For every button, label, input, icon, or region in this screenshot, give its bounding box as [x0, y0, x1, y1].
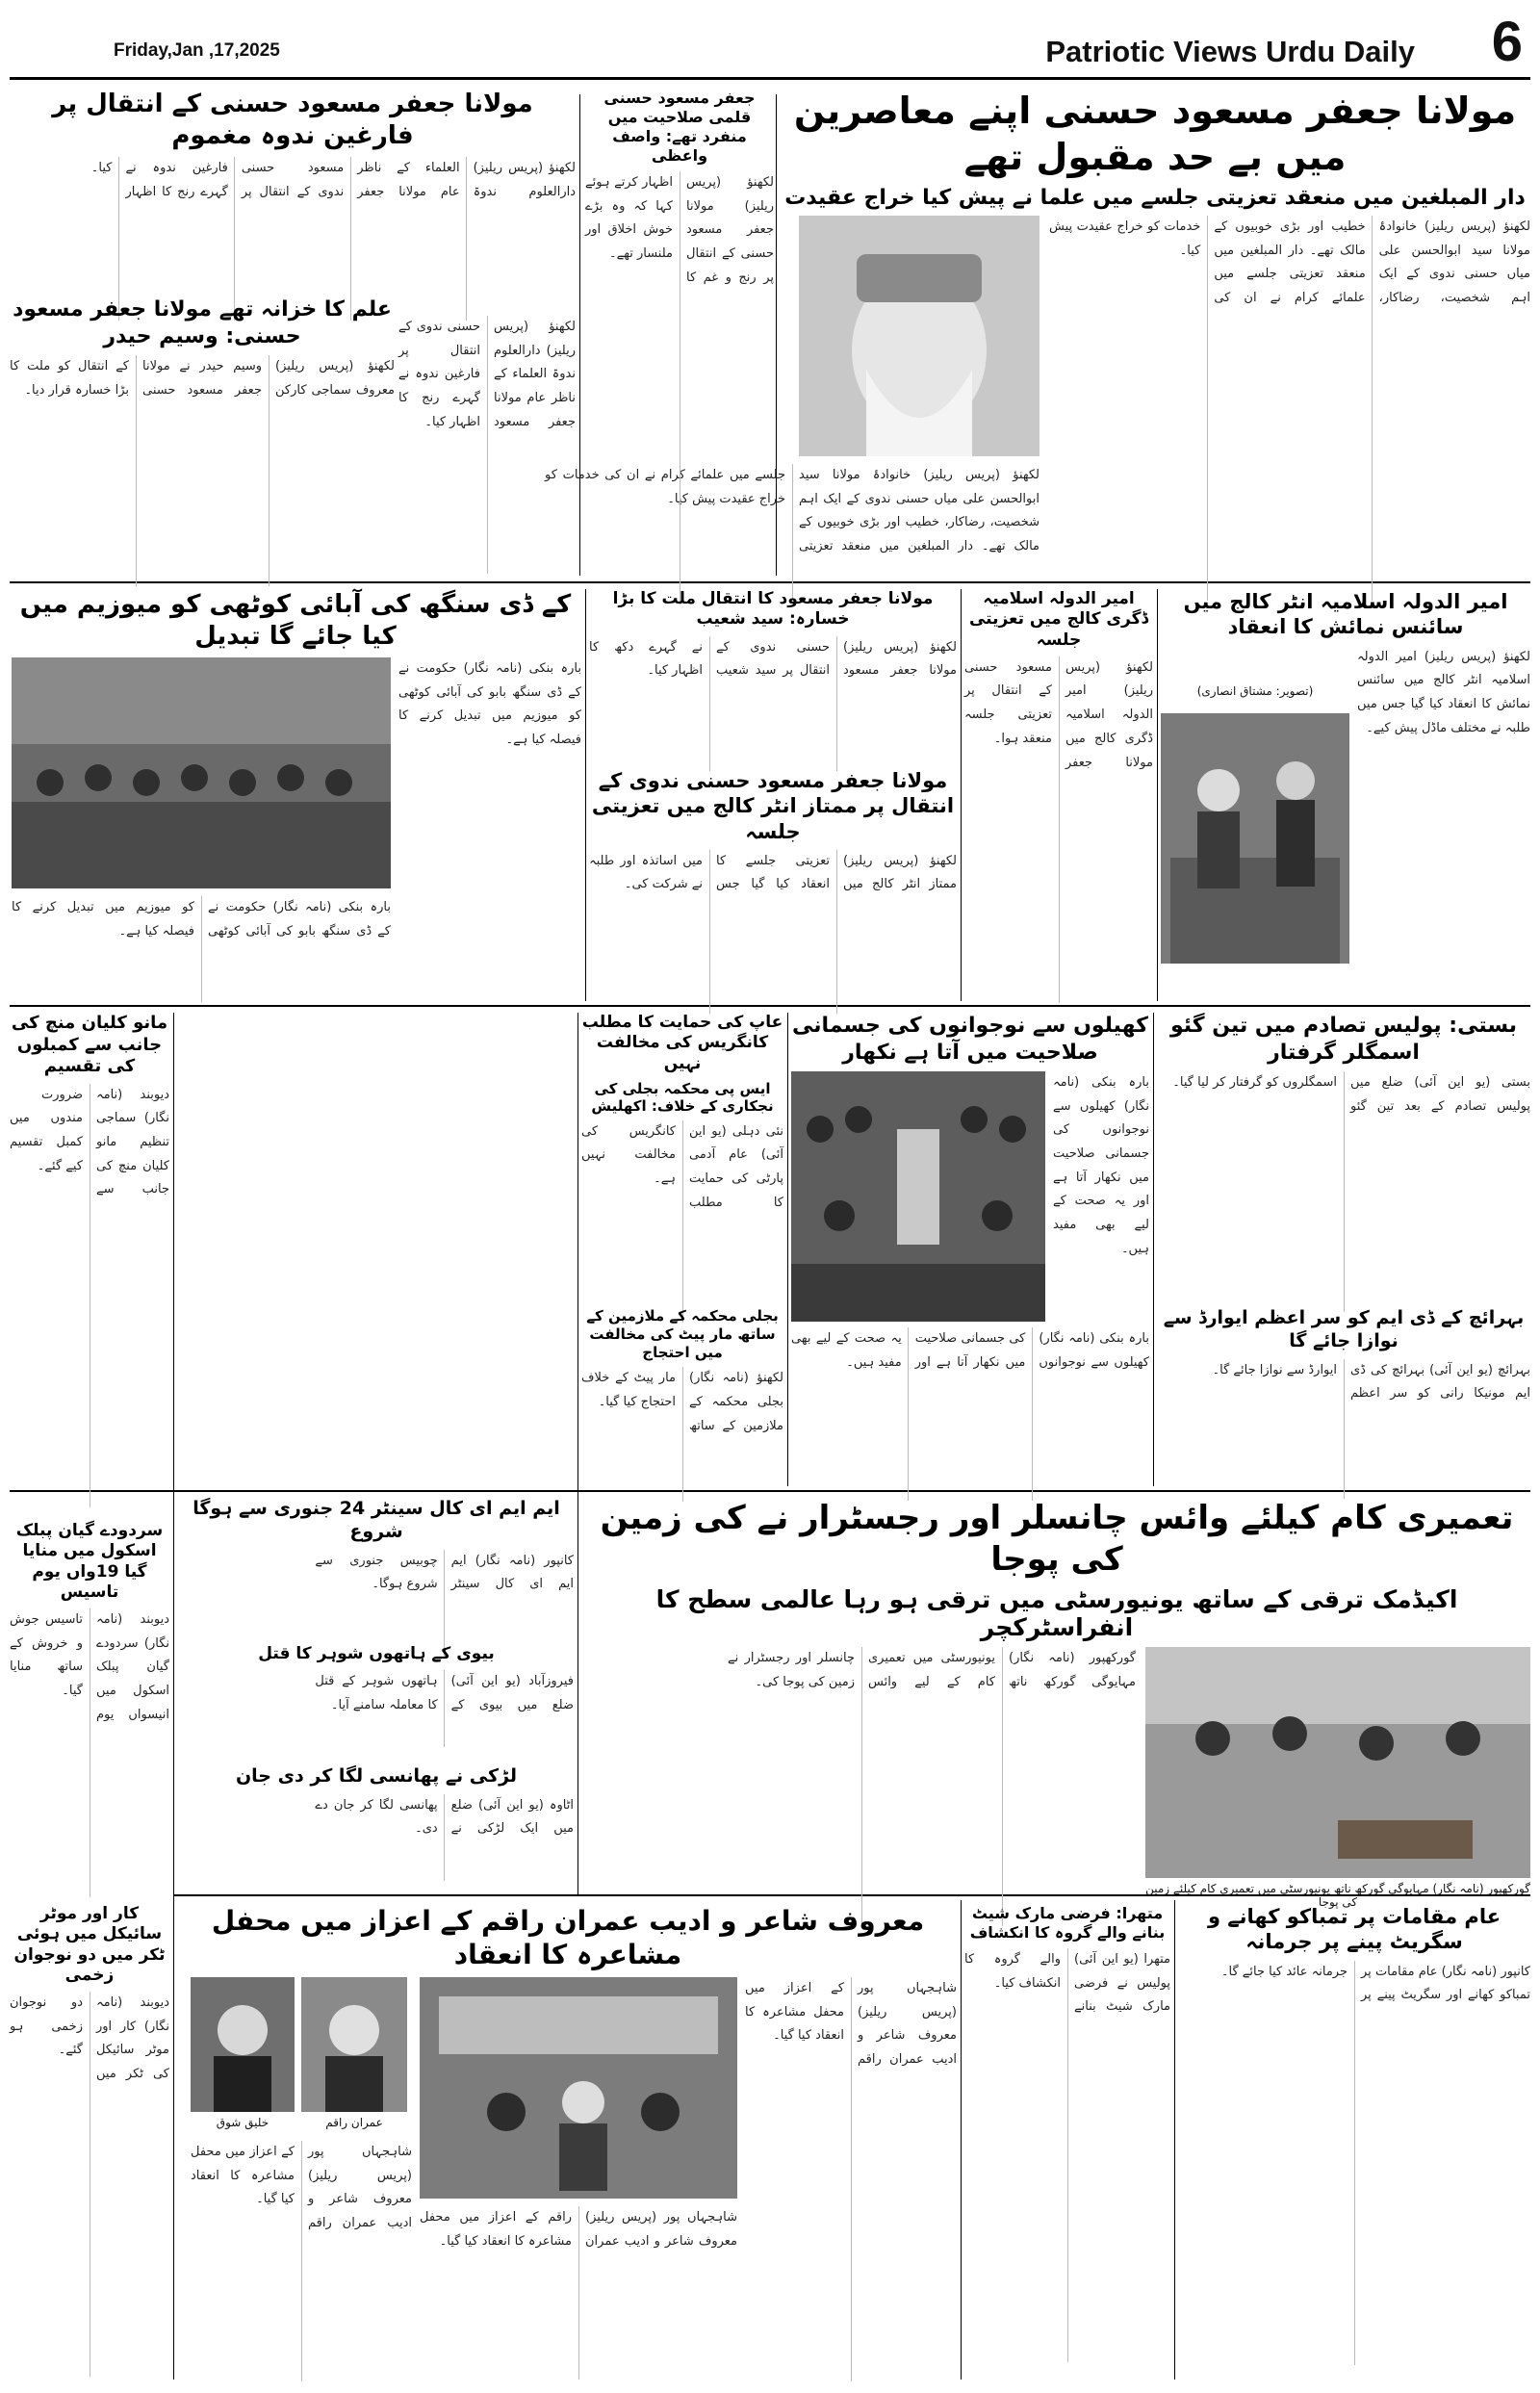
caption-imran-raqim: عمران راقم	[325, 2116, 383, 2129]
article-call-center	[179, 1498, 574, 1642]
exhibition-photo	[1161, 713, 1349, 964]
page-number: 6	[1491, 11, 1523, 73]
paper-name: Patriotic Views Urdu Daily	[1045, 35, 1415, 68]
article-body: لکھنؤ (پریس ریلیز) امیر الدولہ اسلامیہ انٹر کالج میں سائنس نمائش کا انعقاد کیا گیا جس میں طلبہ نے مختلف ماڈل پیش کیے۔	[1357, 649, 1530, 735]
article-body: شاہجہاں پور (پریس ریلیز) معروف شاعر و ادیب عمران راقم کے اعزاز میں محفل مشاعرہ کا انعقاد کیا گیا۔	[745, 1981, 957, 2068]
article-body: لکھنؤ (پریس ریلیز) ممتاز انٹر کالج میں تعزیتی جلسے کا انعقاد کیا گیا جس میں اساتذہ اور طلبہ نے شرکت کی۔	[589, 853, 957, 892]
headline: امیر الدولہ اسلامیہ انٹر کالج میں سائنس نمائش کا انعقاد	[1183, 590, 1508, 639]
article-body: لکھنؤ (پریس ریلیز) معروف سماجی کارکن وسیم حیدر نے مولانا جعفر مسعود حسنی کے انتقال کو ملت کا بڑا خسارہ قرار دیا۔	[10, 359, 395, 398]
article-body-continued: لکھنؤ (پریس ریلیز) خانوادۂ مولانا سید ابوالحسن علی میاں حسنی ندوی کے ایک اہم شخصیت، رضاکار، خطیب اور بڑی خوبیوں کے مالک تھے۔ دار المبلغین میں منعقد تعزیتی جلسے میں علمائے کرام نے ان کی خدمات کو خراج عقیدت پیش کیا۔	[545, 468, 1040, 554]
article-mushaira	[179, 1904, 957, 2380]
article-car-accident	[10, 1904, 169, 2380]
article-aap-congress	[581, 1013, 783, 1301]
column-divider	[961, 589, 962, 1001]
article-electric-protest	[581, 1307, 783, 1486]
article-body: دیوبند (نامہ نگار) سماجی تنظیم مانو کلیان منچ کی جانب سے ضرورت مندوں میں کمبل تقسیم کیے گئے۔	[10, 1087, 169, 1197]
article-nadwa	[10, 89, 576, 310]
article-school	[10, 1521, 169, 1896]
article-basti-police	[1157, 1013, 1530, 1301]
article-body-continued: شاہجہاں پور (پریس ریلیز) معروف شاعر و ادیب عمران راقم کے اعزاز میں محفل مشاعرہ کا انعقاد کیا گیا۔	[191, 2145, 412, 2231]
article-nadwa-continued	[398, 316, 576, 576]
article-body: لکھنؤ (پریس ریلیز) مولانا جعفر مسعود حسنی ندوی کے انتقال پر سید شعیب نے گہرے دکھ کا اظہار کیا۔	[589, 639, 957, 679]
caption-khaliq-shauq: خلیق شوق	[216, 2116, 270, 2129]
headline: بیوی کے ہاتھوں شوہر کا قتل	[258, 1644, 495, 1663]
article-body: لکھنؤ (پریس ریلیز) مولانا جعفر مسعود حسنی کے انتقال پر رنج و غم کا اظہار کرتے ہوئے کہا کہ وہ بڑے خوش اخلاق اور ملنسار تھے۔	[585, 175, 774, 285]
article-body-continued: شاہجہاں پور (پریس ریلیز) معروف شاعر و ادیب عمران راقم کے اعزاز میں محفل مشاعرہ کا انعقاد کیا گیا۔	[420, 2210, 737, 2249]
article-body-continued: بارہ بنکی (نامہ نگار) حکومت نے کے ڈی سنگھ بابو کی آبائی کوٹھی کو میوزیم میں تبدیل کرنے کا فیصلہ کیا ہے۔	[12, 900, 391, 939]
photo-caption: گورکھپور (نامہ نگار) مہایوگی گورکھ ناتھ یونیورسٹی میں تعمیری کام کیلئے زمین کی پوجا	[1145, 1882, 1530, 1909]
column-divider	[1157, 589, 1158, 1001]
headline: عام مقامات پر تمباکو کھانے و سگریٹ پینے پر جرمانہ	[1207, 1905, 1502, 1954]
headline: علم کا خزانہ تھے مولانا جعفر مسعود حسنی: وسیم حیدر	[13, 297, 392, 348]
headline: سردودے گیان پبلک اسکول میں منایا گیا 19واں یوم تاسیس	[15, 1521, 164, 1602]
issue-date: Friday,Jan ,17,2025	[114, 40, 280, 61]
article-body: فیروزآباد (یو این آئی) ضلع میں بیوی کے ہاتھوں شوہر کے قتل کا معاملہ سامنے آیا۔	[315, 1674, 574, 1712]
column-divider	[173, 1013, 174, 2380]
article-body: اٹاوہ (یو این آئی) ضلع میں ایک لڑکی نے پھانسی لگا کر جان دے دی۔	[315, 1797, 574, 1837]
column-divider	[1153, 1013, 1154, 1486]
article-body: لکھنؤ (پریس ریلیز) دارالعلوم ندوۃ العلماء کے ناظر عام مولانا جعفر مسعود حسنی ندوی کے انتقال پر فارغین ندوہ نے گہرے رنج کا اظہار کیا۔	[90, 161, 576, 199]
article-tribute	[585, 89, 774, 578]
headline: تعمیری کام کیلئے وائس چانسلر اور رجسٹرار نے کی زمین کی پوجا	[600, 1499, 1514, 1579]
portrait-imran-raqim	[301, 1977, 407, 2112]
article-body: لکھنؤ (پریس ریلیز) دارالعلوم ندوۃ العلماء کے ناظر عام مولانا جعفر مسعود حسنی ندوی کے انتقال پر فارغین ندوہ نے گہرے رنج کا اظہار کیا۔	[398, 320, 576, 429]
subheadline: دار المبلغین میں منعقد تعزیتی جلسے میں علما نے پیش کیا خراج عقیدت	[784, 186, 1526, 210]
article-body: دیوبند (نامہ نگار) کار اور موٹر سائیکل کی ٹکر میں دو نوجوان زخمی ہو گئے۔	[10, 1995, 169, 2082]
article-girl-suicide	[179, 1765, 574, 1891]
article-body: لکھنؤ (نامہ نگار) بجلی محکمہ کے ملازمین کے ساتھ مار پیٹ کے خلاف احتجاج کیا گیا۔	[581, 1371, 783, 1433]
portrait-photo	[799, 216, 1040, 456]
headline: بہرائچ کے ڈی ایم کو سر اعظم ایوارڈ سے نوازا جائے گا	[1163, 1307, 1525, 1351]
headline: لڑکی نے پھانسی لگا کر دی جان	[235, 1765, 518, 1787]
mushaira-stage-photo	[420, 1977, 737, 2199]
headline: بجلی محکمہ کے ملازمین کے ساتھ مار پیٹ کی مخالفت میں احتجاج	[586, 1307, 779, 1361]
article-body: متھرا (یو این آئی) پولیس نے فرضی مارک شیٹ بنانے والے گروہ کا انکشاف کیا۔	[964, 1952, 1170, 2015]
article-museum	[10, 589, 581, 1001]
sports-photo	[791, 1071, 1045, 1322]
article-body: نئی دہلی (یو این آئی) عام آدمی پارٹی کی حمایت کا مطلب کانگریس کی مخالفت نہیں ہے۔	[581, 1123, 783, 1210]
article-ameer-condolence	[964, 589, 1153, 1001]
headline: جعفر مسعود حسنی قلمی صلاحیت میں منفرد تھے: واصف واعظی	[603, 89, 756, 165]
masthead	[10, 8, 1530, 80]
headline: مولانا جعفر مسعود حسنی اپنے معاصرین میں بے حد مقبول تھے	[793, 90, 1517, 178]
article-body: کانپور (نامہ نگار) ایم ایم ای کال سینٹر چوبیس جنوری سے شروع ہوگا۔	[315, 1553, 574, 1592]
headline: امیر الدولہ اسلامیہ ڈگری کالج میں تعزیتی جلسہ	[968, 589, 1149, 650]
article-sports	[791, 1013, 1149, 1486]
article-body-continued: بارہ بنکی (نامہ نگار) کھیلوں سے نوجوانوں کی جسمانی صلاحیت میں نکھار آتا ہے اور یہ صحت کے لیے بھی مفید ہیں۔	[791, 1331, 1149, 1370]
article-body: لکھنؤ (پریس ریلیز) خانوادۂ مولانا سید ابوالحسن علی میاں حسنی ندوی کے ایک اہم شخصیت، رضاکار، خطیب اور بڑی خوبیوں کے مالک تھے۔ دار المبلغین میں منعقد تعزیتی جلسے میں علمائے کرام نے ان کی خدمات کو خراج عقیدت پیش کیا۔	[1049, 219, 1530, 306]
article-body: بستی (یو این آئی) ضلع میں پولیس تصادم کے بعد تین گئو اسمگلروں کو گرفتار کر لیا گیا۔	[1172, 1075, 1530, 1114]
column-divider	[961, 1900, 962, 2380]
column-divider	[787, 1013, 788, 1486]
portrait-khaliq-shauq	[191, 1977, 295, 2112]
article-blankets	[10, 1013, 169, 1513]
museum-event-photo	[12, 657, 391, 888]
headline: مولانا جعفر مسعود حسنی ندوی کے انتقال پر ممتاز انٹر کالج میں تعزیتی جلسہ	[591, 769, 955, 843]
article-body: کانپور (نامہ نگار) عام مقامات پر تمباکو کھانے اور سگریٹ پینے پر جرمانہ عائد کیا جائے گا۔	[1220, 1964, 1530, 2003]
article-body: دیوبند (نامہ نگار) سردودے گیان پبلک اسکول میں انیسواں یوم تاسیس جوش و خروش کے ساتھ منایا گیا۔	[10, 1612, 169, 1722]
headline: کار اور موٹر سائیکل میں ہوئی ٹکر میں دو نوجوان زخمی	[13, 1904, 166, 1985]
article-science-exhibition	[1161, 589, 1530, 1001]
article-waseem	[10, 296, 395, 576]
article-fake-marksheet	[964, 1904, 1170, 2380]
article-body: بارہ بنکی (نامہ نگار) کھیلوں سے نوجوانوں کی جسمانی صلاحیت میں نکھار آتا ہے اور یہ صحت کے لیے بھی مفید ہیں۔	[1053, 1075, 1149, 1256]
headline: مولانا جعفر مسعود حسنی کے انتقال پر فارغین ندوہ مغموم	[52, 90, 533, 150]
headline: کے ڈی سنگھ کی آبائی کوٹھی کو میوزیم میں کیا جائے گا تبدیل	[19, 590, 572, 651]
article-shoaib	[589, 589, 957, 762]
headline: کھیلوں سے نوجوانوں کی جسمانی صلاحیت میں آتا ہے نکھار	[792, 1014, 1148, 1065]
article-wife-murder	[179, 1644, 574, 1760]
column-divider	[585, 589, 586, 1001]
article-body: گورکھپور (نامہ نگار) مہایوگی گورکھ ناتھ یونیورسٹی میں تعمیری کام کے لیے وائس چانسلر اور رجسٹرار نے زمین کی پوجا کی۔	[728, 1651, 1136, 1689]
newspaper-page	[10, 8, 1530, 2385]
headline: متھرا: فرضی مارک شیٹ بنانے والے گروہ کا انکشاف	[969, 1904, 1166, 1942]
subheadline: اکیڈمک ترقی کے ساتھ یونیورسٹی میں ترقی ہو رہا عالمی سطح کا انفراسٹرکچر	[655, 1585, 1458, 1641]
headline: معروف شاعر و ادیب عمران راقم کے اعزاز میں محفل مشاعرہ کا انعقاد	[211, 1905, 925, 1970]
headline: عاپ کی حمایت کا مطلب کانگریس کی مخالفت نہیں	[581, 1013, 783, 1073]
article-body: بارہ بنکی (نامہ نگار) حکومت نے کے ڈی سنگھ بابو کی آبائی کوٹھی کو میوزیم میں تبدیل کرنے کا فیصلہ کیا ہے۔	[398, 661, 581, 748]
subheadline: ایس پی محکمہ بجلی کی نجکاری کے خلاف: اکھلیش	[591, 1079, 774, 1115]
university-photo	[1145, 1647, 1530, 1878]
photo-caption: (تصویر: مشتاق انصاری)	[1196, 683, 1314, 698]
article-bahraich-award	[1157, 1307, 1530, 1486]
article-body: بہرائچ (یو این آئی) بہرائچ کی ڈی ایم مونیکا رانی کو سر اعظم ایوارڈ سے نوازا جائے گا۔	[1212, 1362, 1530, 1402]
article-mumtaz	[589, 768, 957, 1001]
article-tobacco-fine	[1178, 1904, 1530, 2380]
article-body: لکھنؤ (پریس ریلیز) امیر الدولہ اسلامیہ ڈگری کالج میں مولانا جعفر مسعود حسنی کے انتقال پر تعزیتی جلسہ منعقد ہوا۔	[964, 659, 1153, 770]
column-divider	[1174, 1900, 1175, 2380]
headline: ایم ایم ای کال سینٹر 24 جنوری سے ہوگا شروع	[192, 1498, 560, 1542]
headline: مانو کلیان منچ کی جانب سے کمبلوں کی تقسیم	[11, 1013, 168, 1076]
headline: بستی: پولیس تصادم میں تین گئو اسمگلر گرفتار	[1170, 1014, 1517, 1065]
headline: مولانا جعفر مسعود کا انتقال ملت کا بڑا خسارہ: سید شعیب	[612, 589, 934, 630]
article-university	[583, 1498, 1530, 1909]
